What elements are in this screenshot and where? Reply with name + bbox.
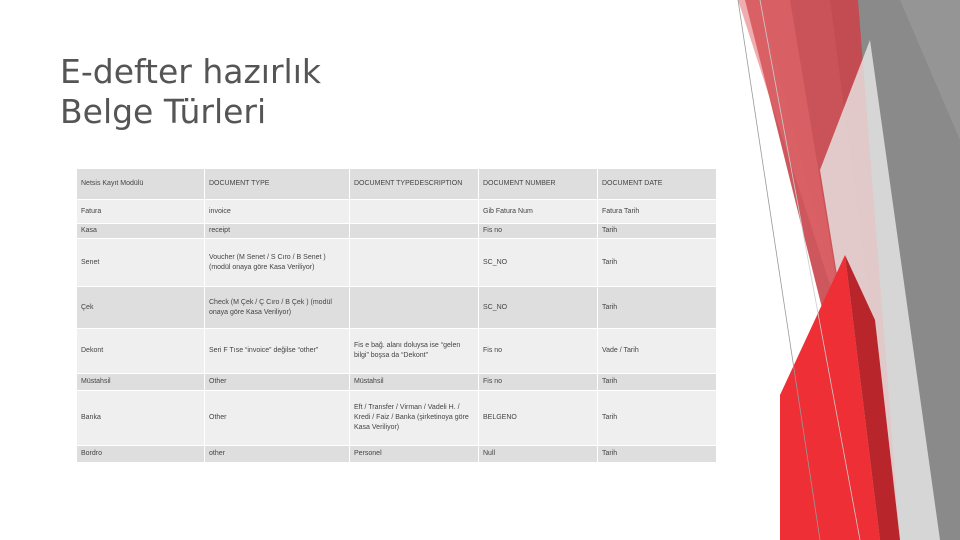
table-cell: Tarih [598, 239, 717, 287]
table-cell: Null [479, 446, 598, 463]
table-cell [350, 200, 479, 224]
table-cell: SC_NO [479, 239, 598, 287]
table-cell: SC_NO [479, 287, 598, 329]
table-cell [350, 224, 479, 239]
column-header: DOCUMENT DATE [598, 169, 717, 200]
table-cell: Other [205, 391, 350, 446]
table-cell: Seri F Tıse “invoice” değilse “other” [205, 329, 350, 374]
table-row [77, 446, 717, 463]
slide-title-line-2: Belge Türleri [60, 92, 267, 131]
table-cell: other [205, 446, 350, 463]
table-cell: Fis no [479, 374, 598, 391]
table-cell: Check (M Çek / Ç Cıro / B Çek ) (modül onaya göre Kasa Veriliyor) [205, 287, 350, 329]
table-cell: Tarih [598, 224, 717, 239]
table-cell: Personel [350, 446, 479, 463]
table-cell: receipt [205, 224, 350, 239]
table-cell: Çek [77, 287, 205, 329]
table-cell: Dekont [77, 329, 205, 374]
column-header: Netsis Kayıt Modülü [77, 169, 205, 200]
table-row [77, 224, 717, 239]
table-cell: Fis e bağ. alanı doluysa ise “gelen bilgi” boşsa da “Dekont” [350, 329, 479, 374]
table-cell [350, 287, 479, 329]
column-header: DOCUMENT NUMBER [479, 169, 598, 200]
table-row [77, 329, 717, 374]
table-cell: invoice [205, 200, 350, 224]
table-cell: Banka [77, 391, 205, 446]
column-header: DOCUMENT TYPEDESCRIPTION [350, 169, 479, 200]
table-cell: Fatura [77, 200, 205, 224]
table-cell: Tarih [598, 287, 717, 329]
table-row [77, 391, 717, 446]
table-cell: Müstahsil [77, 374, 205, 391]
table-cell: BELGENO [479, 391, 598, 446]
table-cell: Senet [77, 239, 205, 287]
table-row [77, 374, 717, 391]
table-cell: Other [205, 374, 350, 391]
column-header: DOCUMENT TYPE [205, 169, 350, 200]
table-cell: Fatura Tarih [598, 200, 717, 224]
table-cell: Eft / Transfer / Virman / Vadeli H. / Kredi / Faiz / Banka (şirketinoya göre Kasa Veriliyor) [350, 391, 479, 446]
table-cell: Tarih [598, 391, 717, 446]
table-row [77, 287, 717, 329]
table-row [77, 200, 717, 224]
table-cell: Tarih [598, 446, 717, 463]
slide-title-line-1: E-defter hazırlık [60, 52, 321, 91]
table-cell: Tarih [598, 374, 717, 391]
table-cell: Müstahsil [350, 374, 479, 391]
table-cell: Bordro [77, 446, 205, 463]
table-header-row [77, 169, 717, 200]
table-cell: Voucher (M Senet / S Cıro / B Senet ) (modül onaya göre Kasa Veriliyor) [205, 239, 350, 287]
table-cell: Kasa [77, 224, 205, 239]
table-cell: Fis no [479, 224, 598, 239]
table-row [77, 239, 717, 287]
table-cell: Vade / Tarih [598, 329, 717, 374]
table-cell: Gib Fatura Num [479, 200, 598, 224]
slide-title [60, 52, 321, 132]
table-cell: Fis no [479, 329, 598, 374]
document-types-table [76, 168, 717, 463]
table-cell [350, 239, 479, 287]
